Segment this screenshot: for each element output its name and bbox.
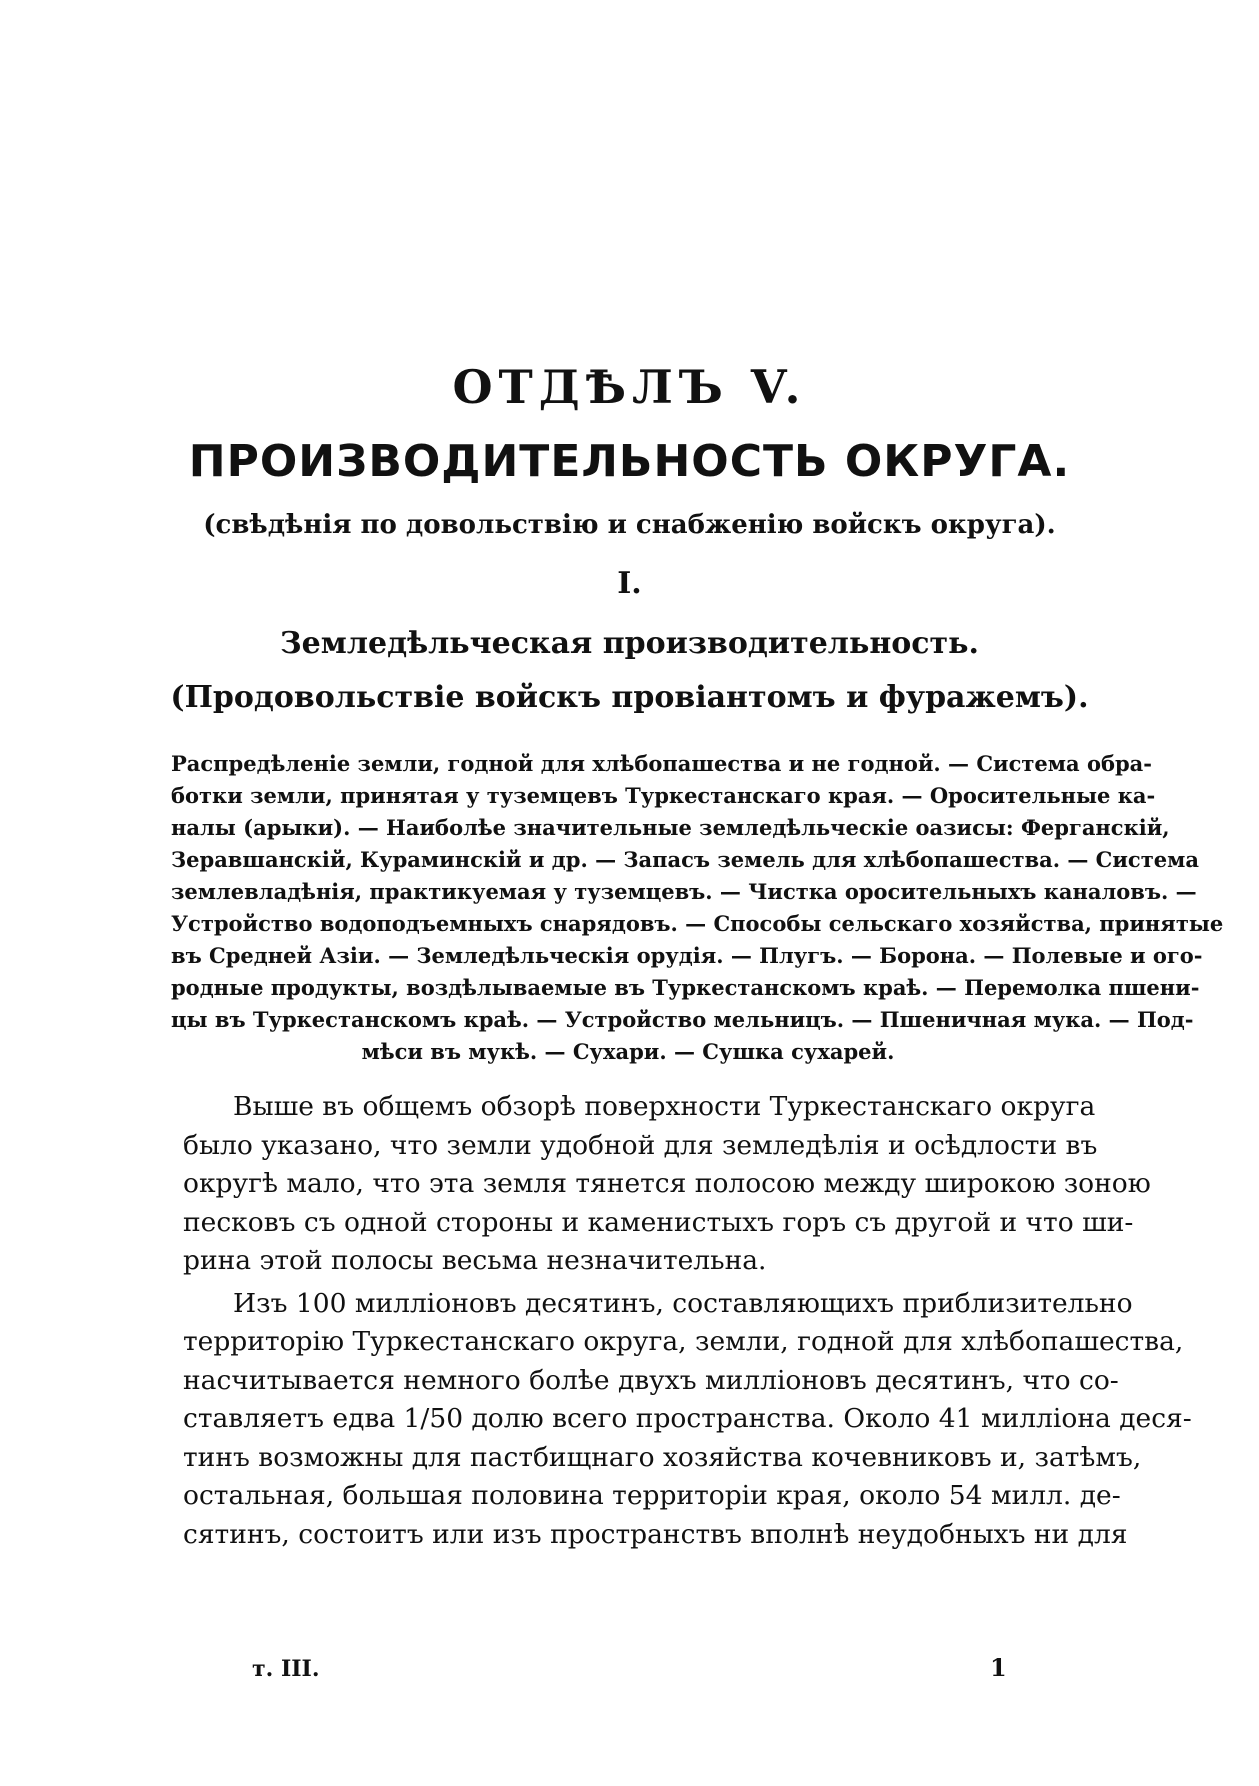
summary-line: мѣси въ мукѣ. — Сухари. — Сушка сухарей. xyxy=(361,1039,895,1064)
paragraph-2-line: тинъ возможны для пастбищнаго хозяйства кочевниковъ и, затѣмъ, xyxy=(183,1441,1142,1473)
section-label: ОТДѢЛЪ V. xyxy=(452,360,807,414)
chapter-subtitle: (Продовольствіе войскъ провіантомъ и фуражемъ). xyxy=(170,680,1089,715)
summary-line: ботки земли, принятая у туземцевъ Туркестанскаго края. — Оросительные ка- xyxy=(171,783,1156,808)
paragraph-2-line: сятинъ, состоитъ или изъ пространствъ вполнѣ неудобныхъ ни для xyxy=(183,1518,1128,1550)
paragraph-1-line: было указано, что земли удобной для земледѣлія и осѣдлости въ xyxy=(183,1129,1098,1161)
paragraph-2-line: насчитывается немного болѣе двухъ милліоновъ десятинъ, что со- xyxy=(183,1364,1119,1396)
summary-line: Распредѣленіе земли, годной для хлѣбопашества и не годной. — Система обра- xyxy=(171,751,1152,776)
main-title: ПРОИЗВОДИТЕЛЬНОСТЬ ОКРУГА. xyxy=(188,436,1071,487)
chapter-number: I. xyxy=(617,566,642,601)
section-subtitle: (свѣдѣнія по довольствію и снабженію войскъ округа). xyxy=(203,510,1056,540)
summary-line: налы (арыки). — Наиболѣе значительные земледѣльческіе оазисы: Ферганскій, xyxy=(171,815,1170,840)
paragraph-2-line: территорію Туркестанскаго округа, земли, годной для хлѣбопашества, xyxy=(183,1326,1184,1357)
summary-line: въ Средней Азіи. — Земледѣльческія орудія. — Плугъ. — Борона. — Полевые и ого- xyxy=(171,943,1203,968)
paragraph-1-line: округѣ мало, что эта земля тянется полосою между широкою зоною xyxy=(183,1168,1151,1199)
summary-line: землевладѣнія, практикуемая у туземцевъ. — Чистка оросительныхъ каналовъ. — xyxy=(171,879,1197,904)
paragraph-2-line: остальная, большая половина территоріи края, около 54 милл. де- xyxy=(183,1480,1121,1511)
paragraph-2-line: ставляетъ едва 1/50 долю всего пространства. Около 41 милліона деся- xyxy=(183,1403,1192,1434)
footer-signature: т. III. xyxy=(252,1656,320,1682)
summary-line: цы въ Туркестанскомъ краѣ. — Устройство мельницъ. — Пшеничная мука. — Под- xyxy=(171,1007,1194,1032)
summary-line: родные продукты, воздѣлываемые въ Туркестанскомъ краѣ. — Перемолка пшени- xyxy=(171,975,1200,1000)
chapter-summary xyxy=(171,748,1224,1068)
summary-line: Устройство водоподъемныхъ снарядовъ. — Способы сельскаго хозяйства, принятые xyxy=(171,911,1224,936)
paragraph-2-line: Изъ 100 милліоновъ десятинъ, составляющихъ приблизительно xyxy=(233,1287,1133,1319)
summary-line: Зеравшанскій, Кураминскій и др. — Запасъ земель для хлѣбопашества. — Система xyxy=(171,847,1199,872)
paragraph-1-line: Выше въ общемъ обзорѣ поверхности Туркестанскаго округа xyxy=(233,1091,1096,1122)
body-text xyxy=(183,1088,1192,1554)
paragraph-1-line: рина этой полосы весьма незначительна. xyxy=(183,1245,767,1276)
page-number: 1 xyxy=(990,1653,1007,1682)
paragraph-1-line: песковъ съ одной стороны и каменистыхъ горъ съ другой и что ши- xyxy=(183,1206,1134,1238)
chapter-title: Земледѣльческая производительность. xyxy=(280,626,979,661)
